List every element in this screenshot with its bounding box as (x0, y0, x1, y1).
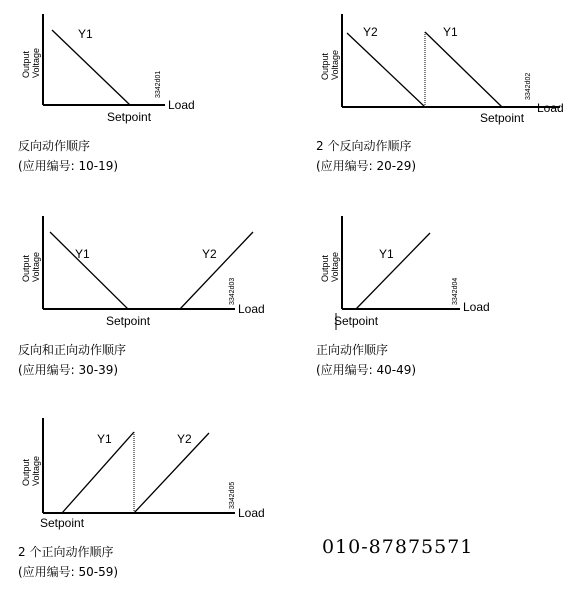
line-y1 (50, 232, 128, 309)
axis-label-voltage: Voltage (31, 455, 41, 486)
caption-4: 正向动作顺序 (316, 343, 389, 357)
setpoint-label: Setpoint (106, 314, 151, 328)
line-label-y1: Y1 (443, 25, 458, 39)
load-label: Load (537, 101, 564, 115)
setpoint-label: Setpoint (480, 111, 525, 125)
caption-3-range: (应用编号: 30-39) (18, 363, 119, 377)
figure-code: 3342d03 (229, 277, 236, 305)
line-label-y1: Y1 (97, 432, 112, 446)
line-label-y2: Y2 (363, 25, 378, 39)
setpoint-label: Setpoint (107, 110, 152, 124)
caption-2-range: (应用编号: 20-29) (316, 159, 417, 173)
line-y2 (134, 433, 209, 513)
caption-5-range: (应用编号: 50-59) (18, 565, 119, 579)
caption-2: 2 个反向动作顺序 (316, 139, 412, 153)
line-y1 (356, 233, 430, 309)
load-label: Load (238, 506, 265, 520)
line-label-y2: Y2 (177, 432, 192, 446)
diagram-3 (21, 216, 265, 328)
axis-label-output: Output (21, 458, 31, 486)
caption-1-range: (应用编号: 10-19) (18, 159, 119, 173)
setpoint-label: Setpoint (334, 314, 379, 328)
line-label-y1: Y1 (75, 247, 90, 261)
caption-3: 反向和正向动作顺序 (18, 343, 127, 357)
caption-4-range: (应用编号: 40-49) (316, 363, 417, 377)
axis-label-voltage: Voltage (31, 47, 41, 78)
axis-label-output: Output (320, 254, 330, 282)
axis-label-voltage: Voltage (330, 251, 340, 282)
figure-code: 3342d02 (525, 72, 532, 100)
phone-number: 010-87875571 (322, 536, 474, 558)
diagram-1 (21, 14, 195, 124)
line-y2 (180, 232, 253, 309)
line-y1 (425, 32, 502, 107)
line-label-y1: Y1 (379, 247, 394, 261)
axis-label-output: Output (21, 50, 31, 78)
diagram-4 (320, 216, 490, 330)
axis-label-output: Output (21, 254, 31, 282)
diagram-2 (320, 14, 564, 125)
axis-label-voltage: Voltage (31, 251, 41, 282)
setpoint-label: Setpoint (40, 516, 85, 530)
figure-code: 3342d01 (155, 70, 162, 98)
caption-1: 反向动作顺序 (18, 139, 91, 153)
line-label-y2: Y2 (202, 247, 217, 261)
load-label: Load (238, 302, 265, 316)
diagram-5 (21, 418, 265, 530)
axis-label-voltage: Voltage (330, 49, 340, 80)
figure-code: 3342d05 (229, 481, 236, 509)
caption-5: 2 个正向动作顺序 (18, 545, 114, 559)
axis-label-output: Output (320, 52, 330, 80)
figure-code: 3342d04 (452, 277, 459, 305)
load-label: Load (168, 98, 195, 112)
load-label: Load (463, 300, 490, 314)
line-y2 (347, 33, 425, 107)
line-label-y1: Y1 (78, 27, 93, 41)
line-y1 (52, 30, 130, 105)
